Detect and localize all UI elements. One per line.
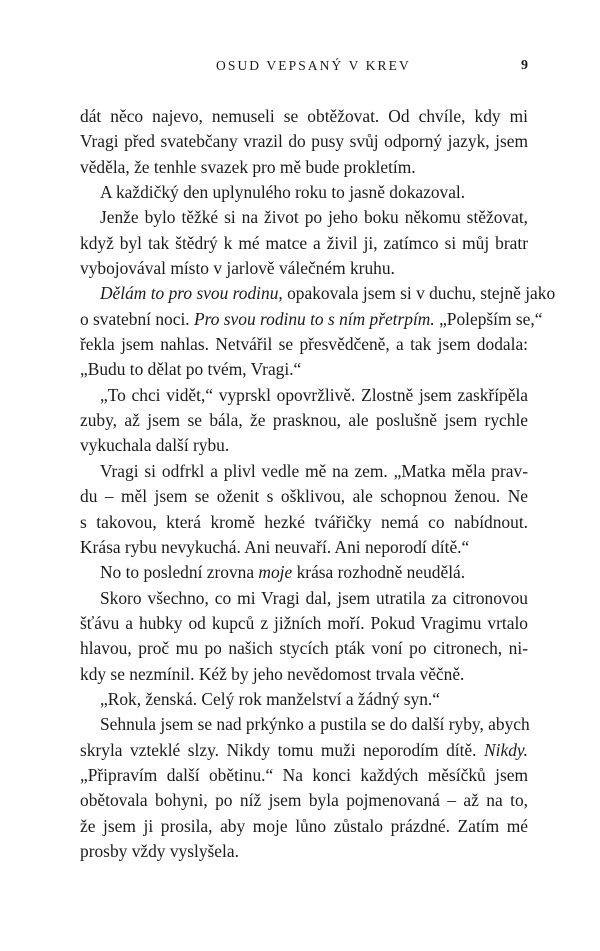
text-line (80, 332, 528, 357)
text-line (80, 129, 528, 154)
text-segment: vybojovával místo v jarlově válečném kruhu. (80, 258, 395, 279)
text-line (80, 307, 543, 332)
text-segment: obětovala bohyni, po níž jsem byla pojmenovaná – až na to, (80, 790, 528, 811)
text-segment: že jsem ji prosila, aby moje lůno zůstalo prázdné. Zatím mé (80, 815, 528, 836)
text-segment: Krása rybu nevykuchá. Ani neuvaří. Ani neporodí dítě.“ (80, 536, 470, 557)
text-line (80, 510, 528, 535)
italic-text: Dělám to pro svou rodinu, (100, 283, 283, 304)
text-line (80, 611, 528, 636)
running-header (0, 58, 600, 78)
text-line (80, 205, 528, 230)
body-text (80, 104, 556, 864)
text-line (80, 814, 528, 839)
text-segment: prosby vždy vyslyšela. (80, 840, 239, 861)
text-line (80, 484, 528, 509)
text-segment: Jenže bylo těžké si na život po jeho boku někomu stěžovat, (100, 207, 528, 228)
text-segment: zuby, až jsem se bála, že prasknou, ale poslušně jsem rychle (80, 410, 528, 431)
text-segment: šťávu a hubky od kupců z jižních moří. Pokud Vragimu vrtalo (80, 612, 528, 633)
italic-text: Nikdy. (484, 739, 528, 760)
text-segment: Vragi si odfrkl a plivl vedle mě na zem. „Matka měla prav- (100, 460, 528, 481)
text-segment: skryla vzteklé slzy. Nikdy tomu muži neporodím dítě. (80, 739, 485, 760)
text-line (80, 662, 528, 687)
text-segment: A každičký den uplynulého roku to jasně dokazoval. (100, 182, 466, 203)
text-segment: když byl tak štědrý k mé matce a živil ji, zatímco si můj bratr (80, 232, 528, 253)
text-segment: řekla jsem nahlas. Netvářil se přesvědčeně, a tak jsem dodala: (80, 334, 528, 355)
text-segment: s takovou, která kromě hezké tvářičky nemá co nabídnout. (80, 511, 528, 532)
text-segment: věděla, že tenhle svazek pro mě bude prokletím. (80, 156, 416, 177)
text-segment: kdy se nezmínil. Kéž by jeho nevědomost trvala věčně. (80, 663, 465, 684)
page-number: 9 (521, 58, 528, 73)
text-line (80, 433, 528, 458)
text-line (80, 104, 528, 129)
text-line (80, 459, 528, 484)
text-line (80, 738, 528, 763)
text-line (80, 180, 528, 205)
text-segment: vykuchala další rybu. (80, 435, 230, 456)
text-line (80, 586, 528, 611)
text-line (80, 687, 528, 712)
text-segment: „Připravím další obětinu.“ Na konci každých měsíčků jsem (80, 764, 528, 785)
text-line (80, 155, 528, 180)
text-line (80, 763, 528, 788)
text-segment: krása rozhodně neudělá. (292, 562, 466, 583)
text-line (80, 357, 528, 382)
text-segment: o svatební noci. (80, 308, 194, 329)
text-segment: dát něco najevo, nemuseli se obtěžovat. Od chvíle, kdy mi (80, 106, 528, 126)
text-line (80, 839, 528, 864)
text-segment: Skoro všechno, co mi Vragi dal, jsem utratila za citronovou (100, 587, 528, 608)
text-segment: Sehnula jsem se nad prkýnko a pustila se do další ryby, abych (100, 714, 530, 735)
text-line (80, 712, 528, 737)
text-line (80, 560, 528, 585)
text-line (80, 788, 528, 813)
italic-text: moje (258, 562, 293, 583)
text-line (80, 256, 528, 281)
text-segment: hlavou, proč mu po našich stycích pták voní po citronech, ni- (80, 638, 528, 659)
text-segment: „Rok, ženská. Celý rok manželství a žádný syn.“ (100, 688, 440, 709)
text-segment: „To chci vidět,“ vyprskl opovržlivě. Zlostně jsem zaskřípěla (100, 384, 528, 405)
text-line (80, 636, 528, 661)
italic-text: Pro svou rodinu to s ním přetrpím. (193, 308, 435, 329)
text-line (80, 281, 556, 306)
text-segment: opakovala jsem si v duchu, stejně jako (282, 283, 556, 304)
text-line (80, 535, 528, 560)
text-line (80, 383, 528, 408)
text-segment: „Polepším se,“ (434, 308, 543, 329)
text-segment: Vragi před svatebčany vrazil do pusy svůj odporný jazyk, jsem (80, 131, 528, 152)
text-segment: No to poslední zrovna (100, 562, 259, 583)
text-line (80, 231, 528, 256)
text-segment: „Budu to dělat po tvém, Vragi.“ (80, 359, 302, 380)
text-line (80, 408, 528, 433)
text-segment: du – měl jsem se oženit s ošklivou, ale schopnou ženou. Ne (80, 486, 528, 507)
running-title: OSUD VEPSANÝ V KREV (216, 58, 411, 73)
